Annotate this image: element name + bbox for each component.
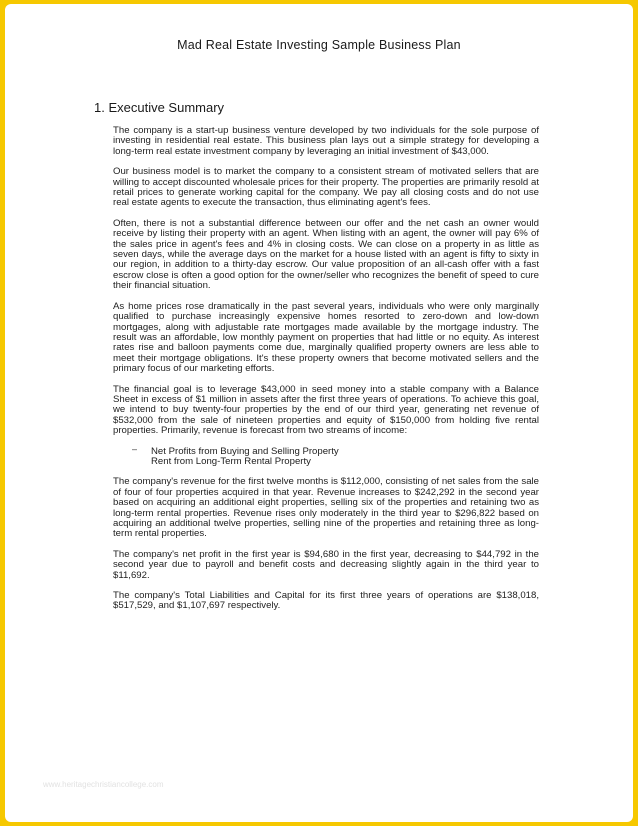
list-item: – Net Profits from Buying and Selling Property [113,447,539,457]
section-heading: 1. Executive Summary [94,100,225,115]
paragraph: The company is a start-up business venture developed by two individuals for the sole purpose of investing in residential real estate. This business plan lays out a simple strategy for developing a long-term real estate investment company by leveraging an initial investment of $43,000. [113,125,539,157]
paragraph: The financial goal is to leverage $43,000 in seed money into a stable company with a Balance Sheet in excess of $1 million in assets after the first three years of operations. To achieve this goal, we intend to buy twenty-four properties by the end of our third year, generating net revenue of $532,000 from the sale of nineteen properties and equity of $150,000 from holding five rental properties. Primarily, revenue is forecast from two streams of income: [113,383,539,437]
paragraph: As home prices rose dramatically in the past several years, individuals who were only marginally qualified to purchase increasingly expensive homes resorted to zero-down and low-down mortgages, along with adjustable rate mortgages made available by the mortgage industry. The result was an affordable, low monthly payment on properties that had little or no equity. As interest rates rise and balloon payments come due, marginally qualified property owners are less able to meet their mortgage obligations. It's these property owners that become motivated sellers and the primary focus of our marketing efforts. [113,300,539,375]
income-streams-list [113,447,539,468]
list-item: Rent from Long-Term Rental Property [151,455,311,467]
paragraph: Our business model is to market the company to a consistent stream of motivated sellers that are willing to accept discounted wholesale prices for their property. The properties are primarily resold at retail prices to generate working capital for the company. We pay all closing costs and do not use real estate agents to execute the transaction, thus eliminating agent's fees. [113,166,539,209]
paragraph: Often, there is not a substantial difference between our offer and the net cash an owner would receive by listing their property with an agent. When listing with an agent, the owner will pay 6% of the sales price in agent's fees and 4% in closing costs. We can close on a property in as little as seven days, while the average days on the market for a house listed with an agent is fifty to sixty in our region, in addition to a thirty-day escrow. Our value proposition of an all-cash offer with a fast escrow close is often a good option for the owner/seller who recognizes the benefit of speed to cure their financial situation. [113,217,539,292]
paragraph: The company's Total Liabilities and Capital for its first three years of operations are $138,018, $517,529, and $1,107,697 respectively. [113,590,539,612]
document-title: Mad Real Estate Investing Sample Business Plan [177,38,461,52]
paragraph: The company's net profit in the first year is $94,680 in the first year, decreasing to $44,792 in the second year due to payroll and benefit costs and decreasing slightly again in the third year to $11,692. [113,548,539,581]
document-page [5,4,633,822]
paragraph: The company's revenue for the first twelve months is $112,000, consisting of net sales from the sale of four of four properties acquired in that year. Revenue increases to $242,292 in the second year based on acquiring an additional eight properties, selling six of the properties and retaining two as long-term rental properties. Revenue rises only moderately in the third year to $296,822 based on acquiring an additional twelve properties, selling nine of the properties and retaining three as long-term rental properties. [113,476,539,540]
document-body [113,126,539,622]
watermark: www.heritagechristiancollege.com [43,780,164,789]
